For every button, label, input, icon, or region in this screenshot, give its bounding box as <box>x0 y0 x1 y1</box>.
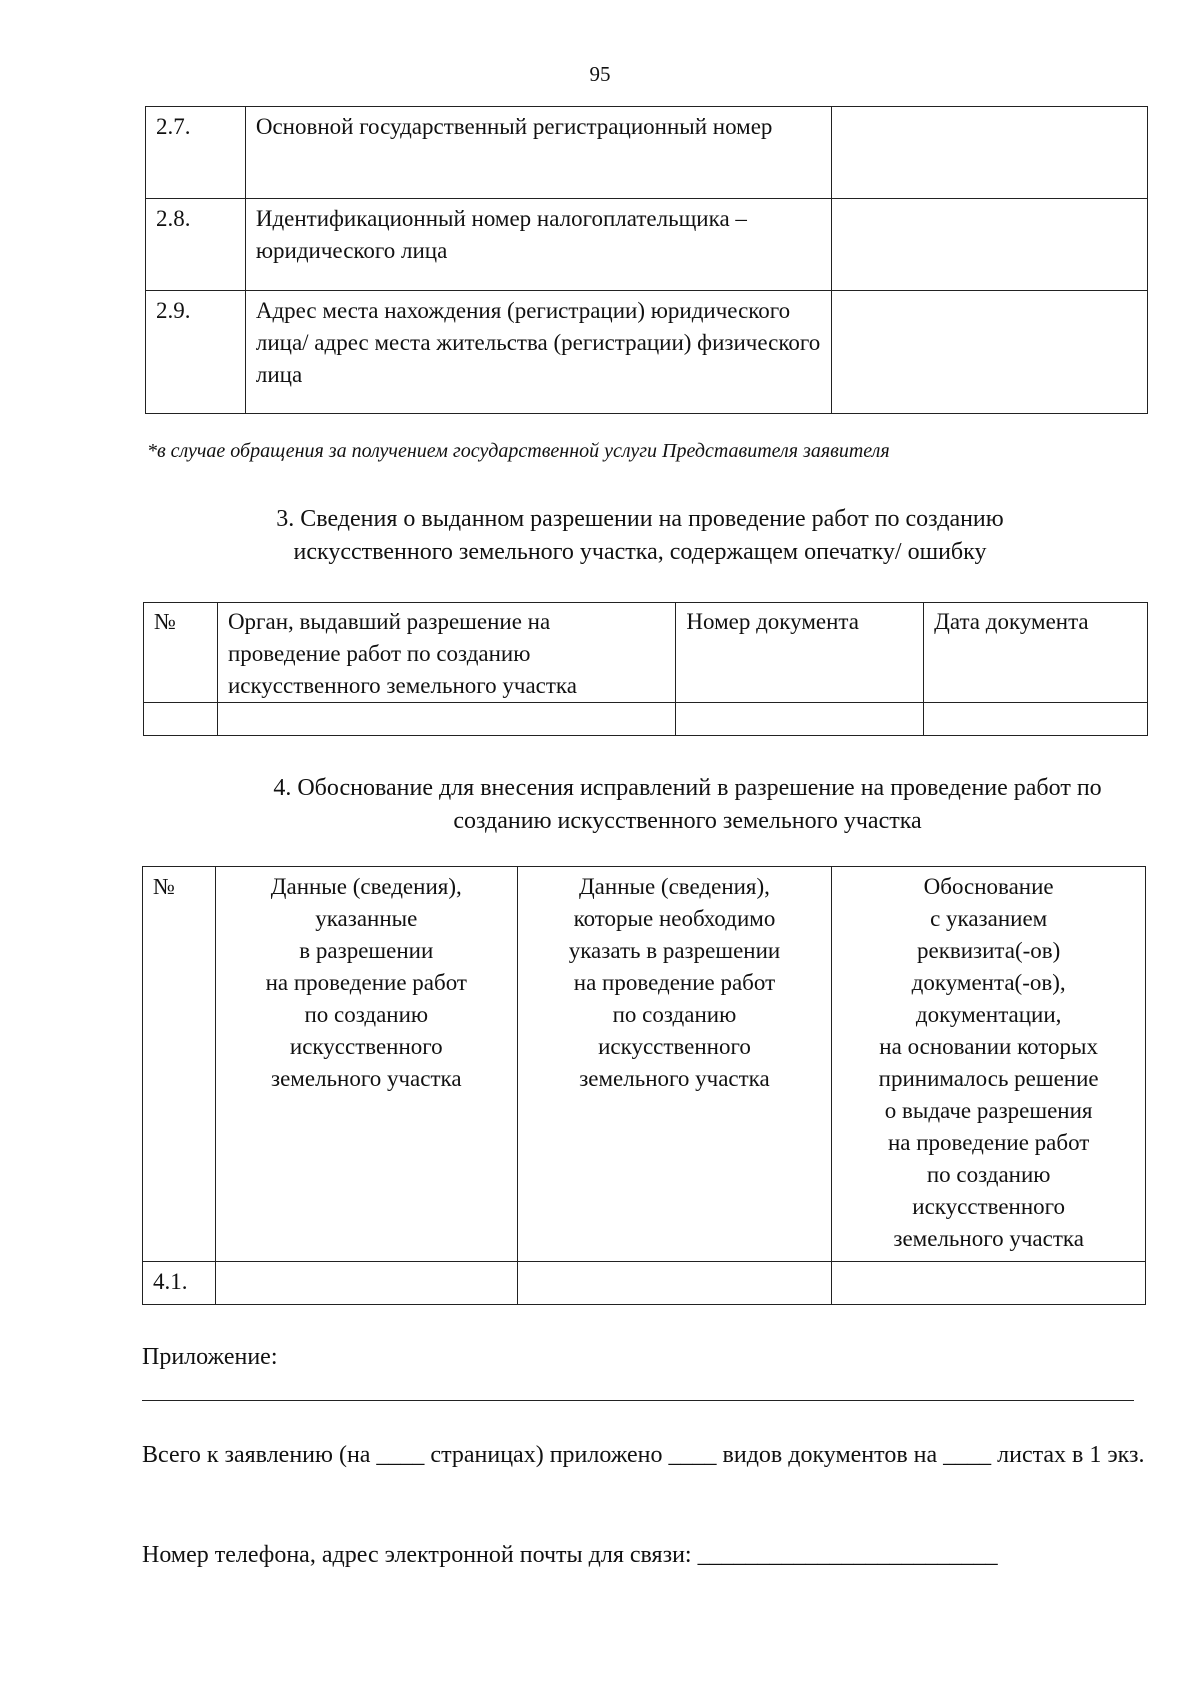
cell-number: 4.1. <box>143 1262 216 1305</box>
row-value-cell[interactable] <box>831 199 1147 291</box>
issued-permit-table <box>143 602 1148 736</box>
row-label: Идентификационный номер налогоплательщика – юридического лица <box>245 199 831 291</box>
corrections-table <box>142 866 1146 1305</box>
footnote: *в случае обращения за получением государственной услуги Представителя заявителя <box>147 440 890 462</box>
header-document-number: Номер документа <box>676 603 924 703</box>
cell-issuing-authority[interactable] <box>217 703 675 736</box>
table-row <box>146 107 1148 199</box>
header-number: № <box>144 603 218 703</box>
row-number: 2.9. <box>146 291 246 414</box>
row-value-cell[interactable] <box>831 107 1147 199</box>
cell-justification[interactable] <box>832 1262 1146 1305</box>
row-value-cell[interactable] <box>831 291 1147 414</box>
cell-required-data[interactable] <box>517 1262 832 1305</box>
row-number: 2.8. <box>146 199 246 291</box>
cell-current-data[interactable] <box>215 1262 517 1305</box>
table-row <box>143 1262 1146 1305</box>
row-label: Основной государственный регистрационный номер <box>245 107 831 199</box>
section-4-title: 4. Обоснование для внесения исправлений в разрешение на проведение работ по созданию искусственного земельного участка <box>273 775 1102 834</box>
cell-number[interactable] <box>144 703 218 736</box>
section-3-title: 3. Сведения о выданном разрешении на проведение работ по созданию искусственного земельного участка, содержащем опечатку/ ошибку <box>276 506 1004 565</box>
table-header-row <box>144 603 1148 703</box>
table-header-row <box>143 867 1146 1262</box>
table-row <box>146 291 1148 414</box>
cell-document-date[interactable] <box>924 703 1148 736</box>
page-number: 95 <box>589 62 611 86</box>
cell-document-number[interactable] <box>676 703 924 736</box>
applicant-details-table <box>145 106 1148 414</box>
row-label: Адрес места нахождения (регистрации) юридического лица/ адрес места жительства (регистрации) физического лица <box>245 291 831 414</box>
attachments-summary: Всего к заявлению (на ____ страницах) приложено ____ видов документов на ____ листах в 1 экз. <box>142 1442 1145 1468</box>
header-justification: Обоснование с указанием реквизита(-ов) документа(-ов), документации, на основании которых принималось решение о выдаче разрешения на проведение работ по созданию искусственного земельного участка <box>832 867 1146 1262</box>
header-current-data: Данные (сведения), указанные в разрешении на проведение работ по созданию искусственного земельного участка <box>215 867 517 1262</box>
header-number: № <box>143 867 216 1262</box>
header-issuing-authority: Орган, выдавший разрешение на проведение работ по созданию искусственного земельного участка <box>217 603 675 703</box>
header-required-data: Данные (сведения), которые необходимо указать в разрешении на проведение работ по созданию искусственного земельного участка <box>517 867 832 1262</box>
attachment-fill-line[interactable] <box>142 1400 1134 1401</box>
table-row <box>146 199 1148 291</box>
table-row <box>144 703 1148 736</box>
header-document-date: Дата документа <box>924 603 1148 703</box>
contact-info-line: Номер телефона, адрес электронной почты для связи: _________________________ <box>142 1542 998 1568</box>
row-number: 2.7. <box>146 107 246 199</box>
attachment-label: Приложение: <box>142 1344 278 1370</box>
